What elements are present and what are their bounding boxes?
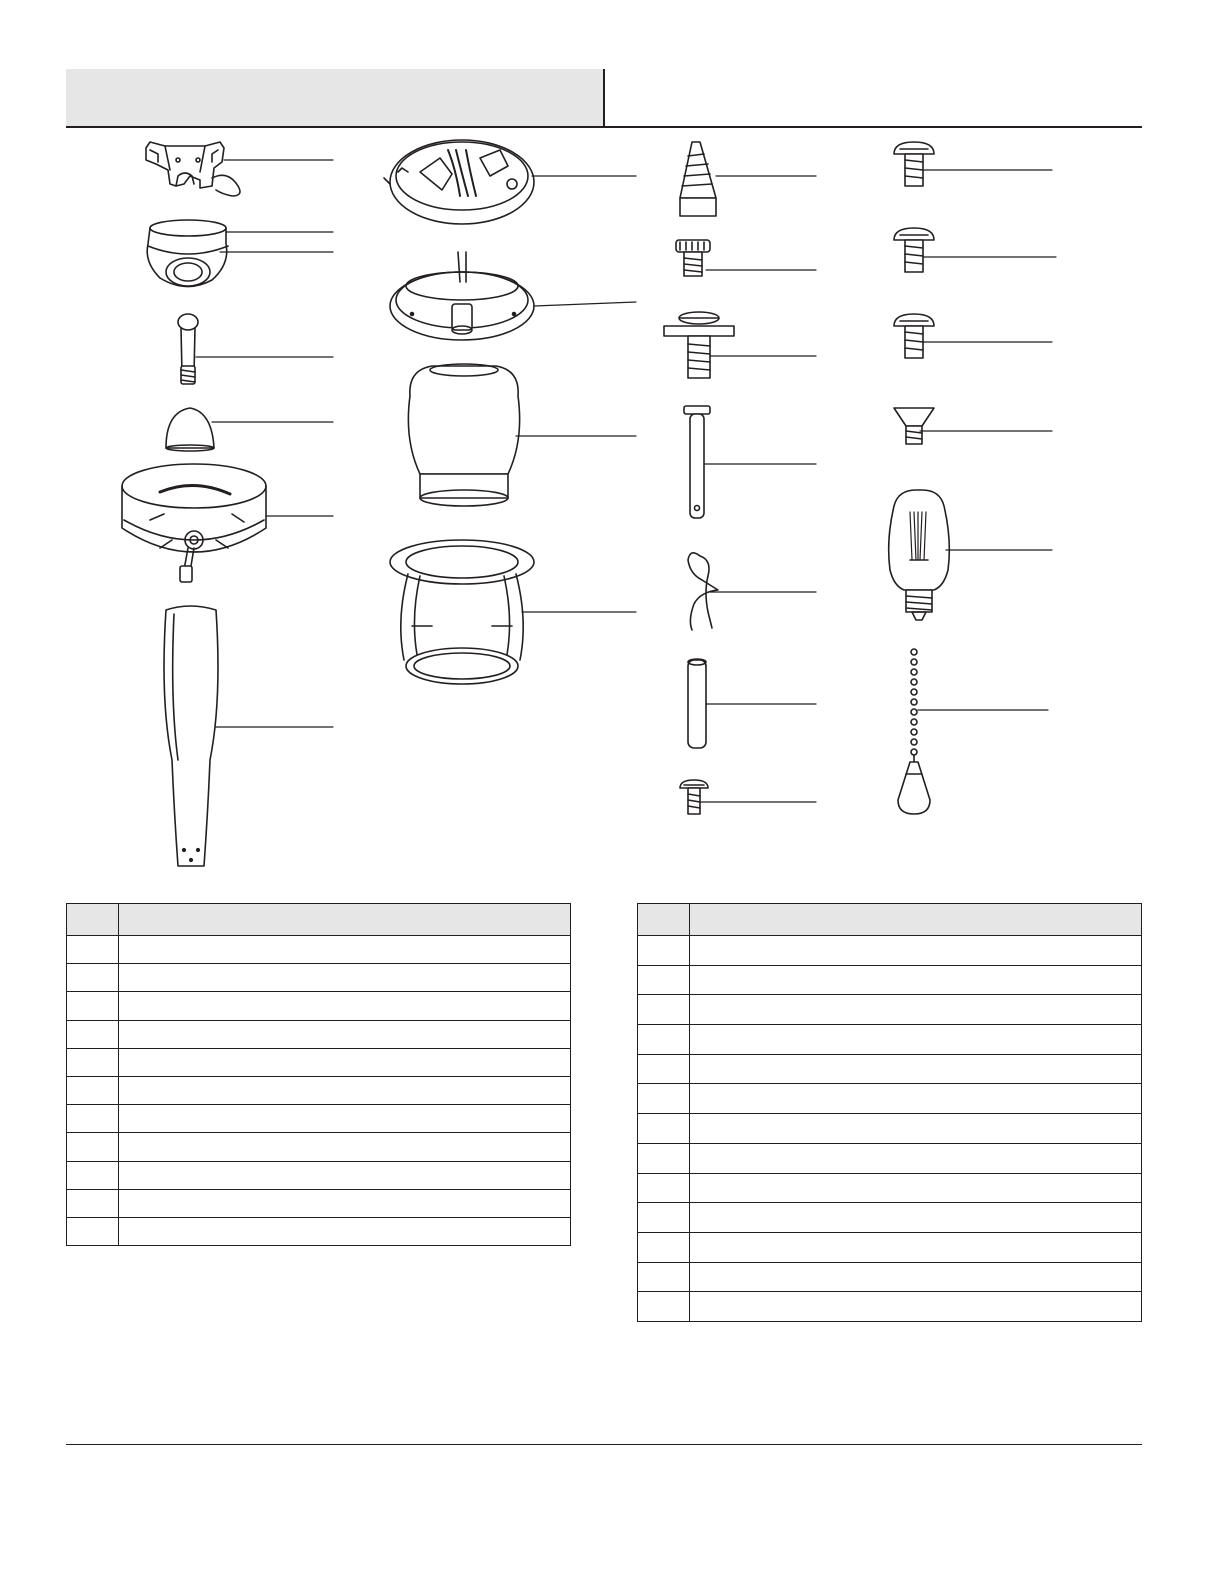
description-cell [119,1217,571,1245]
part-cell [638,1143,690,1173]
description-cell [119,1048,571,1076]
canopy-icon [147,220,333,287]
table-row [638,1232,1142,1262]
edison-bulb-icon [889,490,1052,620]
table-row [67,1048,571,1076]
description-cell [690,965,1142,995]
part-cell [67,1105,119,1133]
column-part [638,904,690,936]
part-cell [638,1054,690,1084]
table-row [638,1025,1142,1055]
description-cell [119,1189,571,1217]
light-plate-icon [390,252,636,340]
part-cell [638,1173,690,1203]
part-cell [638,1203,690,1233]
part-cell [67,1048,119,1076]
glass-shade-icon [408,364,636,506]
description-cell [119,1076,571,1104]
table-row [638,1084,1142,1114]
table-row [638,936,1142,966]
description-cell [119,964,571,992]
parts-table-left [66,903,571,1246]
table-row [638,1143,1142,1173]
part-cell [67,936,119,964]
description-cell [690,1143,1142,1173]
cage-icon [390,540,636,684]
description-cell [690,1292,1142,1322]
part-cell [67,1076,119,1104]
table-row [67,1189,571,1217]
pan-head-screw-icon [894,142,1052,186]
thumb-screw-icon [676,240,816,276]
table-row [67,964,571,992]
description-cell [690,1054,1142,1084]
part-cell [638,965,690,995]
description-cell [690,1232,1142,1262]
table-row [638,1203,1142,1233]
pan-head-screw-icon [894,228,1056,272]
description-cell [119,1161,571,1189]
part-cell [67,1133,119,1161]
footer-rule [66,1444,1142,1445]
description-cell [690,1262,1142,1292]
part-cell [638,1292,690,1322]
table-row [67,1133,571,1161]
table-row [638,965,1142,995]
description-cell [119,1020,571,1048]
part-cell [638,936,690,966]
part-cell [67,1020,119,1048]
pull-chain-icon [898,649,1048,814]
hairpin-clip-icon [688,553,816,630]
small-screw-icon [680,780,816,814]
table-row [67,1217,571,1245]
motor-housing-icon [122,464,333,582]
description-cell [119,992,571,1020]
part-cell [67,1217,119,1245]
description-cell [690,1203,1142,1233]
description-cell [690,1173,1142,1203]
rod-icon [688,659,816,748]
part-cell [67,964,119,992]
table-row [67,1020,571,1048]
part-cell [67,992,119,1020]
table-row [67,1161,571,1189]
column-part [67,904,119,936]
part-cell [638,1025,690,1055]
table-row [638,1262,1142,1292]
table-row [638,1173,1142,1203]
downrod-icon [178,314,333,384]
part-cell [638,1114,690,1144]
description-cell [690,1114,1142,1144]
flat-head-screw-icon [894,408,1052,444]
description-cell [690,936,1142,966]
part-cell [638,995,690,1025]
table-row [638,1054,1142,1084]
mounting-bracket-icon [146,142,333,196]
washer-screw-icon [664,312,816,378]
part-cell [67,1161,119,1189]
table-header [67,904,571,936]
table-row [638,1292,1142,1322]
table-row [67,936,571,964]
table-row [638,995,1142,1025]
part-cell [638,1232,690,1262]
table-row [67,1105,571,1133]
description-cell [690,995,1142,1025]
table-row [67,1076,571,1104]
switch-housing-icon [384,140,636,224]
description-cell [690,1025,1142,1055]
clevis-pin-icon [684,406,816,518]
dome-cover-icon [166,408,333,451]
description-cell [119,936,571,964]
description-cell [119,1105,571,1133]
part-cell [638,1262,690,1292]
column-description [119,904,571,936]
wire-connector-icon [680,142,816,216]
table-row [67,992,571,1020]
part-cell [67,1189,119,1217]
table-header [638,904,1142,936]
description-cell [119,1133,571,1161]
part-cell [638,1084,690,1114]
description-cell [690,1084,1142,1114]
blade-icon [164,606,333,866]
table-row [638,1114,1142,1144]
parts-table-right [637,903,1142,1322]
pan-head-screw-icon [894,314,1052,358]
column-description [690,904,1142,936]
